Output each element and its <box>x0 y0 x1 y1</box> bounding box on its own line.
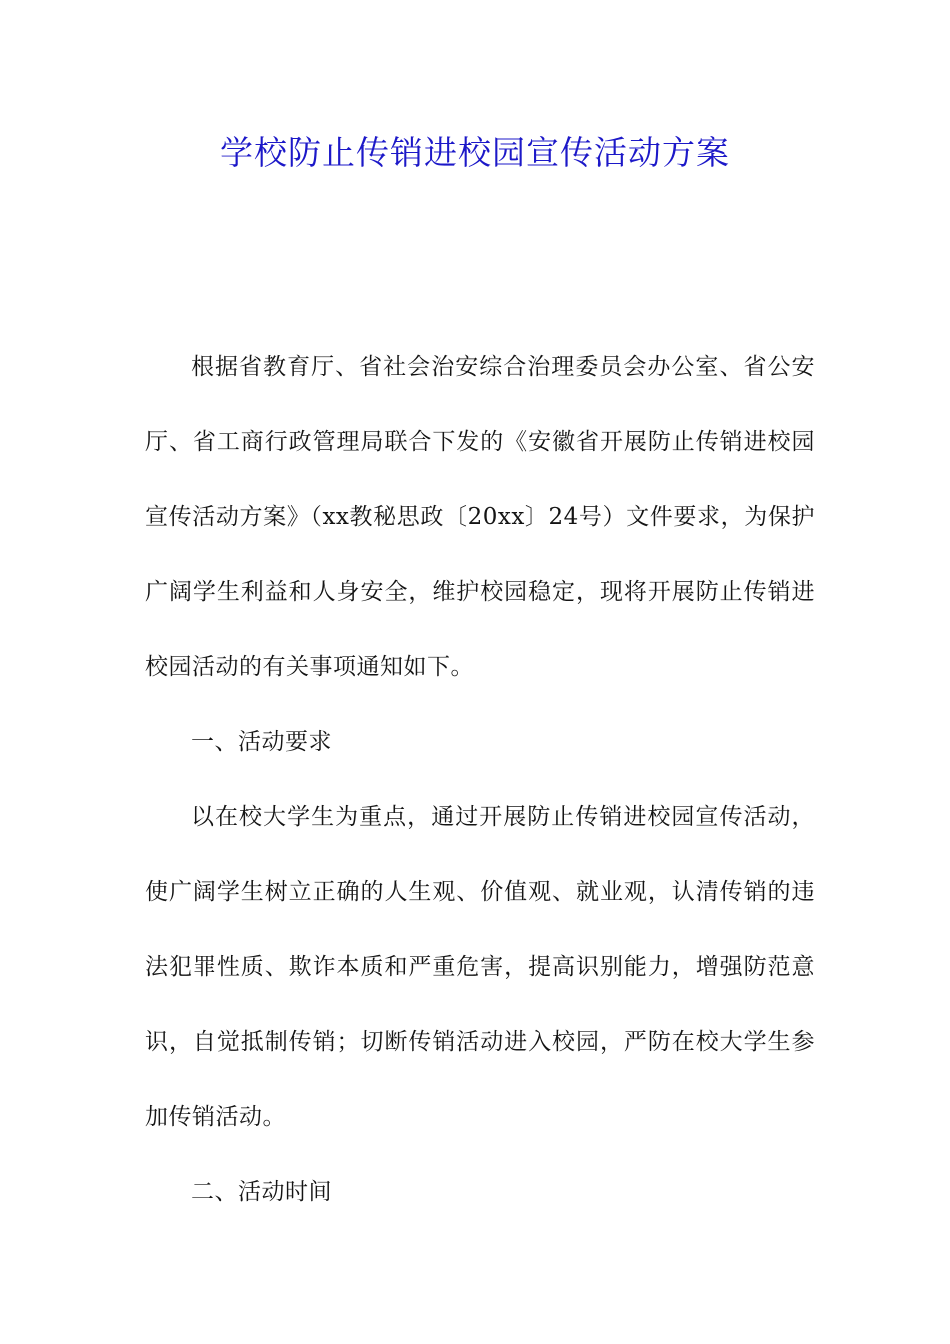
section-heading-time: 二、活动时间 <box>191 1179 332 1205</box>
document-body <box>145 330 815 1230</box>
document-title: 学校防止传销进校园宣传活动方案 <box>220 133 730 172</box>
paragraph-requirements: 以在校大学生为重点，通过开展防止传销进校园宣传活动，使广阔学生树立正确的人生观、价值观、就业观，认清传销的违法犯罪性质、欺诈本质和严重危害，提高识别能力，增强防范意识，自觉抵制传销；切断传销活动进入校园，严防在校大学生参加传销活动。 <box>145 804 815 1130</box>
section-heading-requirements: 一、活动要求 <box>191 729 332 755</box>
paragraph-intro: 根据省教育厅、省社会治安综合治理委员会办公室、省公安厅、省工商行政管理局联合下发的《安徽省开展防止传销进校园宣传活动方案》（xx教秘思政〔20xx〕24号）文件要求，为保护广阔学生利益和人身安全，维护校园稳定，现将开展防止传销进校园活动的有关事项通知如下。 <box>145 354 815 680</box>
